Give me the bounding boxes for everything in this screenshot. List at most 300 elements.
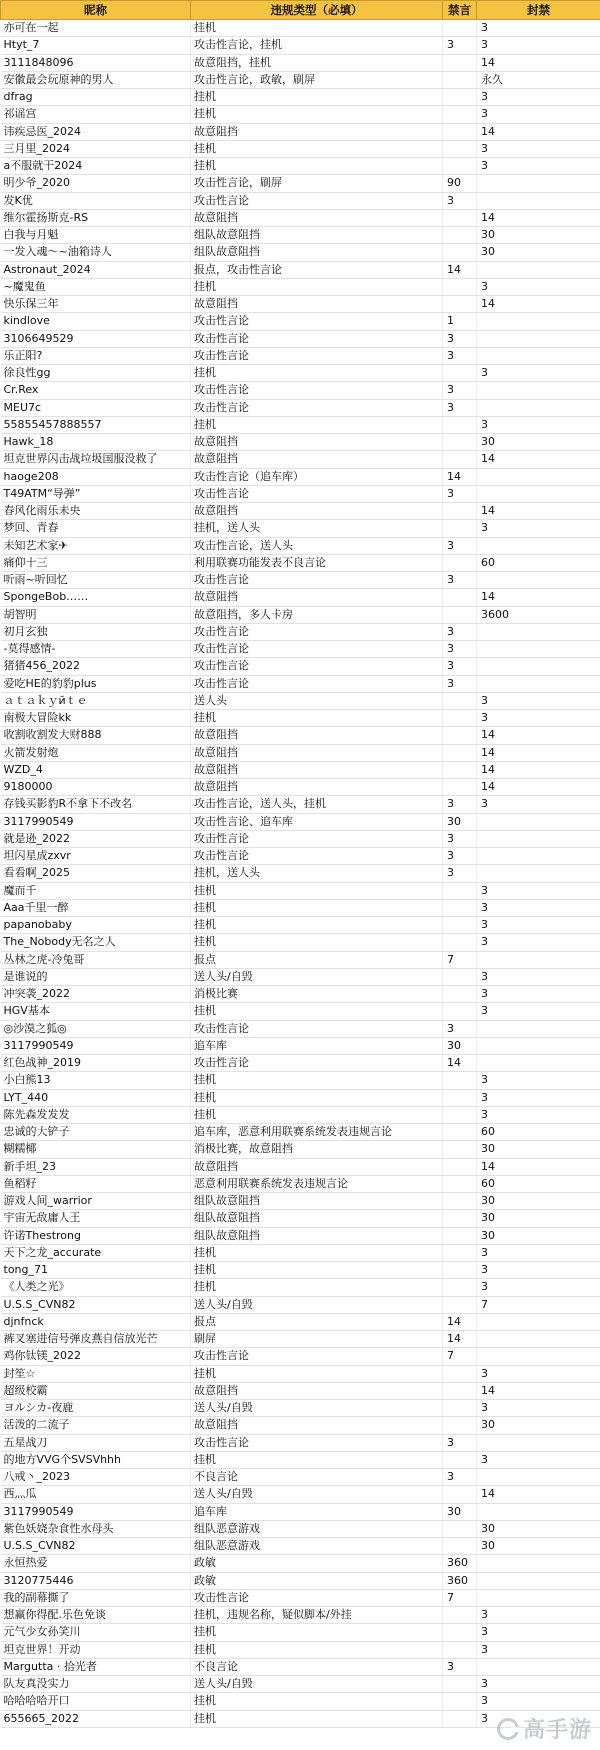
cell-violation-type[interactable]: 故意阻挡 (191, 589, 443, 606)
cell-violation-type[interactable]: 消极比赛 (191, 986, 443, 1003)
cell-mute[interactable]: 3 (443, 572, 477, 589)
cell-violation-type[interactable]: 挂机 (191, 158, 443, 175)
cell-nickname[interactable]: 超级校霸 (1, 1382, 191, 1399)
cell-violation-type[interactable]: 消极比赛，故意阻挡 (191, 1141, 443, 1158)
cell-nickname[interactable]: 安徽最会玩原神的男人 (1, 71, 191, 88)
cell-violation-type[interactable]: 送人头/自毁 (191, 1486, 443, 1503)
cell-nickname[interactable]: 天下之龙_accurate (1, 1244, 191, 1261)
cell-mute[interactable]: 3 (443, 796, 477, 813)
cell-nickname[interactable]: djnfnck (1, 1313, 191, 1330)
cell-mute[interactable] (443, 779, 477, 796)
cell-mute[interactable]: 3 (443, 675, 477, 692)
cell-violation-type[interactable]: 挂机 (191, 1072, 443, 1089)
cell-violation-type[interactable]: 挂机 (191, 278, 443, 295)
cell-mute[interactable] (443, 1676, 477, 1693)
cell-ban[interactable]: 3 (477, 365, 600, 382)
cell-nickname[interactable]: ヨルシカ-夜鹿 (1, 1400, 191, 1417)
cell-ban[interactable] (477, 641, 600, 658)
cell-mute[interactable] (443, 1175, 477, 1192)
cell-nickname[interactable]: 我的副幕撕了 (1, 1589, 191, 1606)
cell-violation-type[interactable]: 攻击性言论，政敏，刷屏 (191, 71, 443, 88)
cell-ban[interactable]: 30 (477, 227, 600, 244)
cell-ban[interactable] (477, 330, 600, 347)
cell-violation-type[interactable]: 组队故意阻挡 (191, 1210, 443, 1227)
cell-nickname[interactable]: 白我与月魁 (1, 227, 191, 244)
cell-mute[interactable] (443, 1124, 477, 1141)
cell-nickname[interactable]: Margutta · 拾光者 (1, 1658, 191, 1675)
cell-ban[interactable] (477, 1658, 600, 1675)
cell-nickname[interactable]: 乐正阳? (1, 347, 191, 364)
cell-ban[interactable] (477, 1469, 600, 1486)
cell-violation-type[interactable]: 政敏 (191, 1555, 443, 1572)
cell-ban[interactable]: 3 (477, 882, 600, 899)
cell-nickname[interactable]: 看看啊_2025 (1, 865, 191, 882)
cell-mute[interactable] (443, 1400, 477, 1417)
cell-violation-type[interactable]: 挂机 (191, 882, 443, 899)
cell-nickname[interactable]: 655665_2022 (1, 1710, 191, 1727)
cell-mute[interactable] (443, 1003, 477, 1020)
cell-violation-type[interactable]: 攻击性言论 (191, 675, 443, 692)
cell-nickname[interactable]: 坦克世界闪击战垃圾国服没救了 (1, 451, 191, 468)
cell-violation-type[interactable]: 组队故意阻挡 (191, 1227, 443, 1244)
cell-nickname[interactable]: 徐良性gg (1, 365, 191, 382)
cell-mute[interactable]: 360 (443, 1572, 477, 1589)
cell-violation-type[interactable]: 挂机 (191, 20, 443, 37)
cell-violation-type[interactable]: 攻击性言论 (191, 830, 443, 847)
cell-violation-type[interactable]: 故意阻挡 (191, 744, 443, 761)
cell-violation-type[interactable]: 挂机 (191, 1365, 443, 1382)
cell-violation-type[interactable]: 故意阻挡 (191, 727, 443, 744)
cell-ban[interactable]: 14 (477, 296, 600, 313)
cell-violation-type[interactable]: 攻击性言论、追车库 (191, 813, 443, 830)
cell-nickname[interactable]: 一发入魂～~油箱诗人 (1, 244, 191, 261)
cell-ban[interactable]: 30 (477, 244, 600, 261)
cell-ban[interactable]: 14 (477, 54, 600, 71)
cell-mute[interactable]: 3 (443, 37, 477, 54)
cell-nickname[interactable]: U.S.S_CVN82 (1, 1296, 191, 1313)
cell-violation-type[interactable]: 攻击性言论 (191, 641, 443, 658)
cell-mute[interactable] (443, 520, 477, 537)
cell-nickname[interactable]: kindlove (1, 313, 191, 330)
cell-violation-type[interactable]: 故意阻挡 (191, 779, 443, 796)
cell-nickname[interactable]: 西灬瓜 (1, 1486, 191, 1503)
cell-ban[interactable]: 3 (477, 796, 600, 813)
cell-violation-type[interactable]: 挂机 (191, 917, 443, 934)
cell-nickname[interactable]: tong_71 (1, 1262, 191, 1279)
cell-ban[interactable] (477, 572, 600, 589)
cell-violation-type[interactable]: 组队恶意游戏 (191, 1520, 443, 1537)
cell-mute[interactable] (443, 434, 477, 451)
cell-nickname[interactable]: 猪猪456_2022 (1, 658, 191, 675)
cell-violation-type[interactable]: 挂机，送人头 (191, 865, 443, 882)
cell-nickname[interactable]: 队友真没实力 (1, 1676, 191, 1693)
cell-violation-type[interactable]: 攻击性言论，送人头 (191, 537, 443, 554)
cell-violation-type[interactable]: 挂机，违规名称，疑似脚本/外挂 (191, 1607, 443, 1624)
cell-nickname[interactable]: 痛仰十三 (1, 554, 191, 571)
cell-violation-type[interactable]: 挂机 (191, 710, 443, 727)
cell-nickname[interactable]: papanobaby (1, 917, 191, 934)
cell-mute[interactable] (443, 416, 477, 433)
cell-violation-type[interactable]: 送人头 (191, 692, 443, 709)
cell-nickname[interactable]: WZD_4 (1, 761, 191, 778)
cell-ban[interactable]: 3 (477, 1400, 600, 1417)
cell-violation-type[interactable]: 挂机 (191, 1089, 443, 1106)
cell-ban[interactable]: 3 (477, 1451, 600, 1468)
cell-ban[interactable]: 3 (477, 1365, 600, 1382)
cell-mute[interactable]: 3 (443, 382, 477, 399)
cell-ban[interactable]: 3 (477, 416, 600, 433)
cell-mute[interactable] (443, 140, 477, 157)
cell-mute[interactable] (443, 1279, 477, 1296)
cell-mute[interactable] (443, 365, 477, 382)
cell-violation-type[interactable]: 送人头/自毁 (191, 1676, 443, 1693)
cell-mute[interactable] (443, 692, 477, 709)
cell-ban[interactable] (477, 1020, 600, 1037)
cell-nickname[interactable]: 想赢你得配.乐色免谈 (1, 1607, 191, 1624)
cell-mute[interactable] (443, 244, 477, 261)
cell-nickname[interactable]: 亦可在一起 (1, 20, 191, 37)
cell-ban[interactable] (477, 313, 600, 330)
cell-violation-type[interactable]: 送人头/自毁 (191, 1296, 443, 1313)
cell-mute[interactable]: 3 (443, 485, 477, 502)
cell-nickname[interactable]: 忠诚的大铲子 (1, 1124, 191, 1141)
cell-nickname[interactable]: 就是逊_2022 (1, 830, 191, 847)
cell-ban[interactable]: 3 (477, 1624, 600, 1641)
cell-ban[interactable]: 14 (477, 1382, 600, 1399)
cell-nickname[interactable]: LYT_440 (1, 1089, 191, 1106)
cell-nickname[interactable]: ~魔鬼鱼 (1, 278, 191, 295)
cell-violation-type[interactable]: 挂机 (191, 899, 443, 916)
cell-mute[interactable] (443, 1607, 477, 1624)
cell-nickname[interactable]: 裤叉塞进信号弹皮燕自信放光芒 (1, 1331, 191, 1348)
cell-ban[interactable]: 3 (477, 158, 600, 175)
cell-ban[interactable]: 14 (477, 1486, 600, 1503)
cell-mute[interactable] (443, 1089, 477, 1106)
cell-ban[interactable]: 3 (477, 1279, 600, 1296)
cell-nickname[interactable]: 五星战刀 (1, 1434, 191, 1451)
cell-ban[interactable] (477, 1331, 600, 1348)
cell-mute[interactable] (443, 1296, 477, 1313)
cell-mute[interactable] (443, 1624, 477, 1641)
cell-violation-type[interactable]: 挂机 (191, 1641, 443, 1658)
cell-mute[interactable] (443, 744, 477, 761)
cell-mute[interactable]: 3 (443, 1469, 477, 1486)
cell-violation-type[interactable]: 挂机 (191, 89, 443, 106)
cell-mute[interactable] (443, 1262, 477, 1279)
cell-nickname[interactable]: 八戒丶_2023 (1, 1469, 191, 1486)
cell-nickname[interactable]: 三月里_2024 (1, 140, 191, 157)
cell-ban[interactable]: 14 (477, 209, 600, 226)
cell-ban[interactable]: 60 (477, 1175, 600, 1192)
cell-nickname[interactable]: 紫色妖娆杂食性水母头 (1, 1520, 191, 1537)
cell-nickname[interactable]: 3117990549 (1, 1503, 191, 1520)
cell-violation-type[interactable]: 报点 (191, 951, 443, 968)
cell-violation-type[interactable]: 挂机 (191, 1710, 443, 1727)
cell-nickname[interactable]: 胡智明 (1, 606, 191, 623)
cell-mute[interactable]: 3 (443, 330, 477, 347)
cell-violation-type[interactable]: 攻击性言论，刷屏 (191, 175, 443, 192)
cell-mute[interactable] (443, 899, 477, 916)
cell-mute[interactable] (443, 1486, 477, 1503)
cell-mute[interactable] (443, 606, 477, 623)
cell-ban[interactable] (477, 261, 600, 278)
cell-violation-type[interactable]: 攻击性言论 (191, 382, 443, 399)
cell-nickname[interactable]: 讳疾忌医_2024 (1, 123, 191, 140)
cell-ban[interactable]: 3 (477, 917, 600, 934)
cell-nickname[interactable]: U.S.S_CVN82 (1, 1538, 191, 1555)
cell-violation-type[interactable]: 攻击性言论 (191, 1434, 443, 1451)
cell-nickname[interactable]: ◎沙漠之狐◎ (1, 1020, 191, 1037)
header-nickname[interactable]: 昵称 (1, 1, 191, 20)
cell-ban[interactable]: 3 (477, 1693, 600, 1710)
cell-mute[interactable] (443, 986, 477, 1003)
cell-nickname[interactable]: -莫得感情- (1, 641, 191, 658)
header-mute[interactable]: 禁言 (443, 1, 477, 20)
cell-nickname[interactable]: 鱼稻籽 (1, 1175, 191, 1192)
cell-violation-type[interactable]: 送人头/自毁 (191, 968, 443, 985)
cell-violation-type[interactable]: 送人头/自毁 (191, 1400, 443, 1417)
cell-ban[interactable] (477, 175, 600, 192)
cell-violation-type[interactable]: 追车库 (191, 1037, 443, 1054)
cell-violation-type[interactable]: 组队故意阻挡 (191, 227, 443, 244)
cell-mute[interactable] (443, 589, 477, 606)
cell-ban[interactable]: 3600 (477, 606, 600, 623)
cell-ban[interactable] (477, 1348, 600, 1365)
cell-mute[interactable] (443, 1520, 477, 1537)
cell-nickname[interactable]: MEU7c (1, 399, 191, 416)
cell-ban[interactable]: 14 (477, 589, 600, 606)
cell-nickname[interactable]: Astronaut_2024 (1, 261, 191, 278)
cell-ban[interactable]: 永久 (477, 71, 600, 88)
cell-violation-type[interactable]: 挂机 (191, 140, 443, 157)
cell-ban[interactable] (477, 848, 600, 865)
cell-mute[interactable] (443, 227, 477, 244)
cell-violation-type[interactable]: 攻击性言论，挂机 (191, 37, 443, 54)
cell-ban[interactable]: 30 (477, 1193, 600, 1210)
cell-ban[interactable]: 3 (477, 968, 600, 985)
cell-mute[interactable]: 7 (443, 951, 477, 968)
cell-mute[interactable]: 3 (443, 1434, 477, 1451)
cell-violation-type[interactable]: 挂机 (191, 365, 443, 382)
cell-nickname[interactable]: 55855457888557 (1, 416, 191, 433)
cell-ban[interactable]: 3 (477, 89, 600, 106)
cell-mute[interactable] (443, 1072, 477, 1089)
cell-nickname[interactable]: 冲突袭_2022 (1, 986, 191, 1003)
cell-nickname[interactable]: Hawk_18 (1, 434, 191, 451)
cell-nickname[interactable]: 丛林之虎-冷兔哥 (1, 951, 191, 968)
cell-mute[interactable]: 14 (443, 1055, 477, 1072)
cell-violation-type[interactable]: 挂机 (191, 1624, 443, 1641)
header-violation-type[interactable]: 违规类型（必填） (191, 1, 443, 20)
cell-mute[interactable] (443, 123, 477, 140)
cell-ban[interactable]: 14 (477, 451, 600, 468)
cell-mute[interactable] (443, 1382, 477, 1399)
cell-violation-type[interactable]: 追车库，恶意利用联赛系统发表违规言论 (191, 1124, 443, 1141)
cell-violation-type[interactable]: 攻击性言论 (191, 658, 443, 675)
cell-ban[interactable] (477, 1589, 600, 1606)
cell-nickname[interactable]: 3117990549 (1, 1037, 191, 1054)
cell-nickname[interactable]: 封笙☆ (1, 1365, 191, 1382)
cell-violation-type[interactable]: 组队故意阻挡 (191, 244, 443, 261)
cell-violation-type[interactable]: 挂机 (191, 1244, 443, 1261)
cell-mute[interactable]: 14 (443, 1313, 477, 1330)
cell-violation-type[interactable]: 故意阻挡 (191, 503, 443, 520)
cell-violation-type[interactable]: 刷屏 (191, 1331, 443, 1348)
cell-nickname[interactable]: Cr.Rex (1, 382, 191, 399)
cell-ban[interactable] (477, 658, 600, 675)
cell-ban[interactable]: 3 (477, 1262, 600, 1279)
cell-ban[interactable]: 3 (477, 1676, 600, 1693)
cell-mute[interactable]: 30 (443, 1503, 477, 1520)
cell-mute[interactable]: 3 (443, 347, 477, 364)
cell-ban[interactable]: 3 (477, 986, 600, 1003)
cell-nickname[interactable]: 陈先森发发发 (1, 1106, 191, 1123)
cell-ban[interactable] (477, 192, 600, 209)
cell-violation-type[interactable]: 挂机 (191, 1106, 443, 1123)
cell-mute[interactable] (443, 106, 477, 123)
cell-ban[interactable]: 3 (477, 20, 600, 37)
cell-nickname[interactable]: HGV基本 (1, 1003, 191, 1020)
cell-mute[interactable] (443, 209, 477, 226)
cell-nickname[interactable]: T49ATM“导弹” (1, 485, 191, 502)
cell-nickname[interactable]: 听雨~听回忆 (1, 572, 191, 589)
cell-violation-type[interactable]: 挂机 (191, 1451, 443, 1468)
cell-mute[interactable]: 3 (443, 537, 477, 554)
cell-nickname[interactable]: 春风化雨乐未央 (1, 503, 191, 520)
cell-nickname[interactable]: SpongeBob…… (1, 589, 191, 606)
cell-ban[interactable]: 30 (477, 1520, 600, 1537)
header-ban[interactable]: 封禁 (477, 1, 600, 20)
cell-mute[interactable] (443, 1693, 477, 1710)
cell-violation-type[interactable]: 故意阻挡 (191, 451, 443, 468)
cell-nickname[interactable]: 坦克世界！开动 (1, 1641, 191, 1658)
cell-violation-type[interactable]: 挂机，送人头 (191, 520, 443, 537)
cell-nickname[interactable]: 初月玄独 (1, 623, 191, 640)
cell-mute[interactable]: 1 (443, 313, 477, 330)
cell-mute[interactable] (443, 20, 477, 37)
cell-nickname[interactable]: 3111848096 (1, 54, 191, 71)
cell-nickname[interactable]: 维尔霍扬斯克-RS (1, 209, 191, 226)
cell-mute[interactable] (443, 71, 477, 88)
cell-violation-type[interactable]: 政敏 (191, 1572, 443, 1589)
cell-mute[interactable] (443, 54, 477, 71)
cell-violation-type[interactable]: 攻击性言论 (191, 1055, 443, 1072)
cell-mute[interactable]: 7 (443, 1348, 477, 1365)
cell-nickname[interactable]: 活泼的二流子 (1, 1417, 191, 1434)
cell-mute[interactable]: 3 (443, 1020, 477, 1037)
cell-ban[interactable]: 3 (477, 278, 600, 295)
cell-mute[interactable] (443, 451, 477, 468)
cell-mute[interactable]: 3 (443, 830, 477, 847)
cell-violation-type[interactable]: 攻击性言论 (191, 1020, 443, 1037)
cell-nickname[interactable]: 游戏人间_warrior (1, 1193, 191, 1210)
cell-violation-type[interactable]: 攻击性言论 (191, 192, 443, 209)
cell-ban[interactable]: 3 (477, 899, 600, 916)
cell-ban[interactable]: 14 (477, 779, 600, 796)
cell-nickname[interactable]: The_Nobody无名之人 (1, 934, 191, 951)
cell-ban[interactable]: 14 (477, 727, 600, 744)
cell-ban[interactable] (477, 382, 600, 399)
cell-violation-type[interactable]: 攻击性言论 (191, 347, 443, 364)
cell-mute[interactable] (443, 278, 477, 295)
cell-ban[interactable] (477, 813, 600, 830)
cell-nickname[interactable]: 祁谣宫 (1, 106, 191, 123)
cell-nickname[interactable]: 发K优 (1, 192, 191, 209)
cell-nickname[interactable]: 存钱买影豹R不拿下不改名 (1, 796, 191, 813)
cell-ban[interactable] (477, 675, 600, 692)
cell-ban[interactable]: 30 (477, 1210, 600, 1227)
cell-ban[interactable]: 30 (477, 1417, 600, 1434)
cell-ban[interactable] (477, 1037, 600, 1054)
cell-violation-type[interactable]: 组队恶意游戏 (191, 1538, 443, 1555)
cell-ban[interactable]: 3 (477, 106, 600, 123)
cell-mute[interactable] (443, 503, 477, 520)
cell-violation-type[interactable]: 故意阻挡 (191, 1417, 443, 1434)
cell-mute[interactable] (443, 1244, 477, 1261)
cell-mute[interactable] (443, 968, 477, 985)
cell-mute[interactable] (443, 761, 477, 778)
cell-mute[interactable]: 3 (443, 865, 477, 882)
cell-nickname[interactable]: ａｔａｋｙйｔｅ (1, 692, 191, 709)
cell-mute[interactable]: 3 (443, 399, 477, 416)
cell-mute[interactable] (443, 158, 477, 175)
cell-ban[interactable]: 7 (477, 1296, 600, 1313)
cell-ban[interactable]: 3 (477, 520, 600, 537)
cell-nickname[interactable]: 红色战神_2019 (1, 1055, 191, 1072)
cell-nickname[interactable]: Htyt_7 (1, 37, 191, 54)
cell-mute[interactable]: 3 (443, 623, 477, 640)
cell-ban[interactable]: 3 (477, 140, 600, 157)
cell-ban[interactable] (477, 1313, 600, 1330)
cell-mute[interactable] (443, 89, 477, 106)
cell-nickname[interactable]: 爱吃HE的豹豹plus (1, 675, 191, 692)
cell-violation-type[interactable]: 攻击性言论 (191, 1589, 443, 1606)
cell-ban[interactable] (477, 485, 600, 502)
cell-nickname[interactable]: 宇宙无敌庸人王 (1, 1210, 191, 1227)
cell-ban[interactable]: 14 (477, 761, 600, 778)
cell-nickname[interactable]: 许诺Thestrong (1, 1227, 191, 1244)
cell-violation-type[interactable]: 追车库 (191, 1503, 443, 1520)
cell-mute[interactable] (443, 296, 477, 313)
cell-nickname[interactable]: 鸡你钛镁_2022 (1, 1348, 191, 1365)
cell-ban[interactable]: 30 (477, 434, 600, 451)
cell-violation-type[interactable]: 组队故意阻挡 (191, 1193, 443, 1210)
cell-mute[interactable] (443, 710, 477, 727)
cell-violation-type[interactable]: 攻击性言论 (191, 330, 443, 347)
cell-nickname[interactable]: 的地方VVG个SVSVhhh (1, 1451, 191, 1468)
cell-violation-type[interactable]: 挂机 (191, 416, 443, 433)
cell-nickname[interactable]: 是谁说的 (1, 968, 191, 985)
cell-mute[interactable] (443, 1538, 477, 1555)
cell-nickname[interactable]: haoge208 (1, 468, 191, 485)
cell-ban[interactable] (477, 951, 600, 968)
cell-nickname[interactable]: 坦闪星成zxvr (1, 848, 191, 865)
cell-nickname[interactable]: 未知艺术家✈ (1, 537, 191, 554)
cell-nickname[interactable]: 3106649529 (1, 330, 191, 347)
cell-nickname[interactable]: 收割收割发大财888 (1, 727, 191, 744)
cell-violation-type[interactable]: 挂机 (191, 1003, 443, 1020)
cell-violation-type[interactable]: 攻击性言论（追车库） (191, 468, 443, 485)
cell-violation-type[interactable]: 故意阻挡 (191, 123, 443, 140)
cell-mute[interactable] (443, 1193, 477, 1210)
cell-violation-type[interactable]: 攻击性言论 (191, 313, 443, 330)
cell-mute[interactable]: 3 (443, 658, 477, 675)
cell-ban[interactable] (477, 1055, 600, 1072)
cell-mute[interactable]: 3 (443, 1658, 477, 1675)
cell-violation-type[interactable]: 攻击性言论 (191, 848, 443, 865)
cell-violation-type[interactable]: 故意阻挡 (191, 1158, 443, 1175)
cell-violation-type[interactable]: 攻击性言论 (191, 623, 443, 640)
